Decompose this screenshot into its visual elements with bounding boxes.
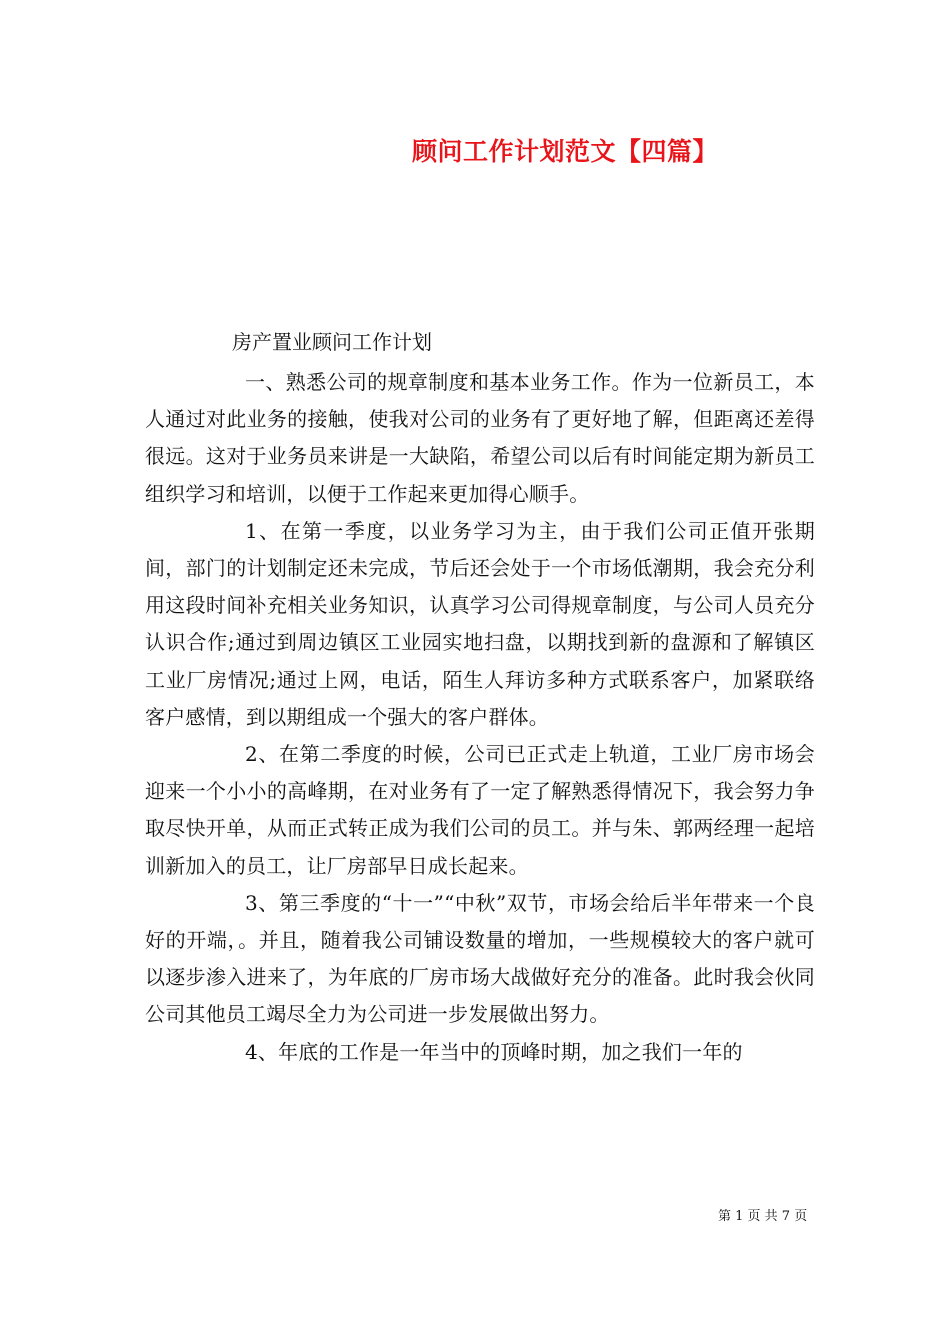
paragraph-q3: 3、第三季度的“十一”“中秋”双节，市场会给后半年带来一个良好的开端，。并且，随着我公司铺设数量的增加，一些规模较大的客户就可以逐步渗入进来了，为年底的厂房市场大战做好充分的准备。此时我会伙同公司其他员工竭尽全力为公司进一步发展做出努力。	[145, 890, 815, 1027]
page-number-footer: 第 1 页 共 7 页	[718, 1209, 808, 1224]
document-subtitle: 房产置业顾问工作计划	[232, 330, 432, 354]
paragraph-q1: 1、在第一季度，以业务学习为主，由于我们公司正值开张期间，部门的计划制定还未完成，节后还会处于一个市场低潮期，我会充分利用这段时间补充相关业务知识，认真学习公司得规章制度，与公司人员充分认识合作;通过到周边镇区工业园实地扫盘，以期找到新的盘源和了解镇区工业厂房情况;通过上网，电话，陌生人拜访多种方式联系客户，加紧联络客户感情，到以期组成一个强大的客户群体。	[145, 518, 815, 729]
paragraph-q4: 4、年底的工作是一年当中的顶峰时期，加之我们一年的	[245, 1039, 743, 1064]
paragraph-q2: 2、在第二季度的时候，公司已正式走上轨道，工业厂房市场会迎来一个小小的高峰期，在对业务有了一定了解熟悉得情况下，我会努力争取尽快开单，从而正式转正成为我们公司的员工。并与朱、郭两经理一起培训新加入的员工，让厂房部早日成长起来。	[145, 742, 815, 878]
document-title: 顾问工作计划范文【四篇】	[412, 137, 719, 166]
document-body	[145, 364, 815, 1071]
paragraph-intro: 一、熟悉公司的规章制度和基本业务工作。作为一位新员工，本人通过对此业务的接触，使我对公司的业务有了更好地了解，但距离还差得很远。这对于业务员来讲是一大缺陷，希望公司以后有时间能定期为新员工组织学习和培训，以便于工作起来更加得心顺手。	[145, 370, 815, 506]
